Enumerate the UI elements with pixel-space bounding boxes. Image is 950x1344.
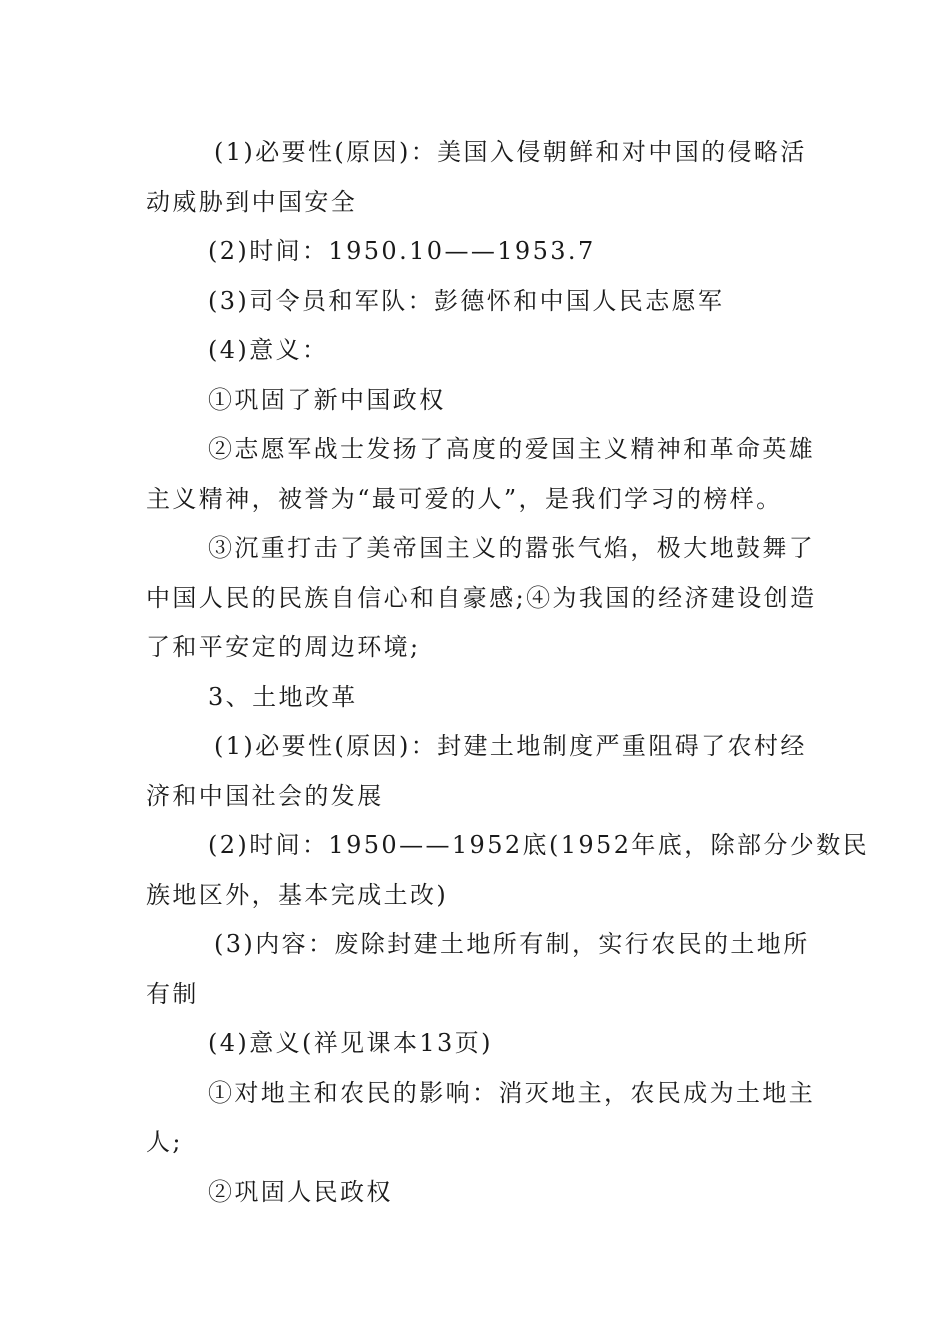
text-line: ①对地主和农民的影响：消灭地主，农民成为土地主 [208, 1078, 816, 1107]
text-line: (2)时间：1950——1952底(1952年底，除部分少数民 [208, 831, 869, 859]
section-heading: 3、土地改革 [208, 682, 358, 711]
text-line: (4)意义： [208, 336, 329, 364]
text-line: 主义精神，被誉为“最可爱的人”，是我们学习的榜样。 [146, 484, 783, 513]
text-line: 族地区外，基本完成土改) [146, 880, 449, 909]
text-line: (1)必要性(原因)：封建土地制度严重阻碍了农村经 [214, 732, 807, 760]
text-line: (3)内容：废除封建土地所有制，实行农民的土地所 [214, 930, 810, 958]
text-line: ②志愿军战士发扬了高度的爱国主义精神和革命英雄 [208, 435, 816, 463]
text-line: 中国人民的民族自信心和自豪感;④为我国的经济建设创造 [146, 583, 817, 612]
text-line: (3)司令员和军队：彭德怀和中国人民志愿军 [208, 286, 725, 315]
document-body [146, 128, 869, 1217]
text-line: ③沉重打击了美帝国主义的嚣张气焰，极大地鼓舞了 [208, 534, 816, 562]
text-line: ①巩固了新中国政权 [208, 385, 446, 414]
text-line: 了和平安定的周边环境; [146, 633, 421, 661]
text-line: 动威胁到中国安全 [146, 187, 358, 216]
text-line: (4)意义(祥见课本13页) [208, 1029, 493, 1057]
text-line: 人; [146, 1128, 183, 1156]
text-line: 有制 [146, 979, 199, 1008]
text-line: (1)必要性(原因)：美国入侵朝鲜和对中国的侵略活 [214, 138, 807, 166]
text-line: (2)时间：1950.10——1953.7 [208, 237, 596, 265]
text-line: 济和中国社会的发展 [146, 781, 384, 810]
text-line: ②巩固人民政权 [208, 1177, 393, 1206]
